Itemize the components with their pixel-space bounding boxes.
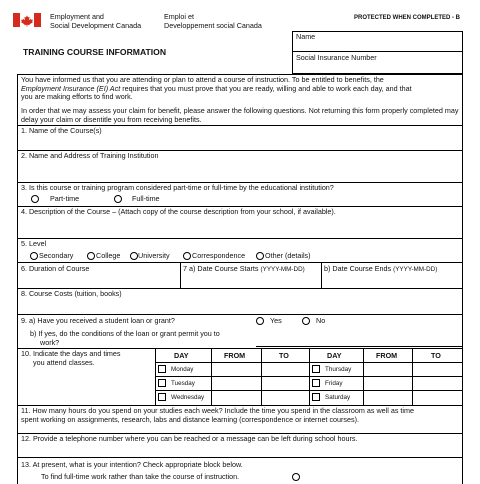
level-university-radio[interactable] [130,252,138,260]
divider-q5 [17,238,463,239]
q8-label: 8. Course Costs (tuition, books) [21,289,122,298]
name-sin-divider [292,51,463,52]
duration-field[interactable] [21,275,177,285]
thursday-to-field[interactable] [414,364,461,375]
q7b-label: b) Date Course Ends (YYYY-MM-DD) [324,264,438,273]
protected-b-notice: PROTECTED WHEN COMPLETED - B [354,15,460,21]
start-date-field[interactable] [183,275,319,285]
level-other-radio[interactable] [256,252,264,260]
q13-label: 13. At present, what is your intention? Check appropriate block below. [21,460,243,469]
schedule-header-to: TO [431,351,441,360]
schedule-header-to: TO [279,351,289,360]
tuesday-checkbox[interactable] [158,379,166,387]
monday-to-field[interactable] [263,364,308,375]
course-description-field[interactable] [21,218,459,236]
form-title: TRAINING COURSE INFORMATION [23,47,167,57]
full-time-label: Full-time [132,194,160,203]
q9b-label-line2: work? [40,338,60,347]
monday-from-field[interactable] [213,364,259,375]
q7a-q7b-divider [321,262,322,288]
full-time-radio[interactable] [114,195,122,203]
divider-q6 [17,262,463,263]
level-college-radio[interactable] [87,252,95,260]
loan-no-label: No [316,316,326,325]
part-time-label: Part-time [50,194,80,203]
tuesday-to-field[interactable] [263,378,308,389]
q3-label: 3. Is this course or training program considered part-time or full-time by the educational institution? [21,183,334,192]
tuesday-from-field[interactable] [213,378,259,389]
course-name-field[interactable] [21,137,459,148]
intro-paragraph-1: You have informed us that you are attending or plan to attend a course of instruction. To be entitled to benefits, the Employment Insurance (EI) Act requires that you must prove that you are ready, willing and able to work each day, and that you are making efforts to find work. [21,75,412,102]
course-costs-field[interactable] [21,300,459,311]
q10-label-line1: 10. Indicate the days and times [21,349,121,358]
level-secondary-radio[interactable] [30,252,38,260]
schedule-header-from: FROM [224,351,246,360]
schedule-header-from: FROM [376,351,398,360]
telephone-field[interactable] [21,445,459,455]
friday-from-field[interactable] [365,378,411,389]
schedule-row-divider [155,390,463,391]
friday-to-field[interactable] [414,378,461,389]
wednesday-to-field[interactable] [263,392,308,403]
q6-label: 6. Duration of Course [21,264,90,273]
q4-label: 4. Description of the Course – (Attach copy of the course description from your school, if available). [21,207,336,216]
part-time-radio[interactable] [31,195,39,203]
q7a-label: 7 a) Date Course Starts (YYYY-MM-DD) [183,264,305,273]
friday-label: Friday [325,380,343,387]
schedule-row-divider [155,376,463,377]
department-name-fr-line1: Emploi et [164,12,194,21]
q9a-label: 9. a) Have you received a student loan or grant? [21,316,175,325]
q5-label: 5. Level [21,239,47,248]
intro-paragraph-2: In order that we may assess your claim for benefit, please answer the following questions. Not returning this form properly completed may delay your claim or disentitle you from receiving benefits. [21,106,459,124]
q6-q7-divider [180,262,181,288]
level-other-label: Other (details) [265,251,311,260]
saturday-checkbox[interactable] [312,393,320,401]
q1-label: 1. Name of the Course(s) [21,126,102,135]
level-college-label: College [96,251,121,260]
end-date-field[interactable] [324,275,460,285]
level-correspondence-label: Correspondence [192,251,246,260]
q2-label: 2. Name and Address of Training Institution [21,151,159,160]
loan-yes-label: Yes [270,316,282,325]
department-name-en-line2: Social Development Canada [50,21,142,30]
saturday-from-field[interactable] [365,392,411,403]
name-label: Name [296,32,316,41]
friday-checkbox[interactable] [312,379,320,387]
schedule-header-day: DAY [327,351,342,360]
saturday-to-field[interactable] [414,392,461,403]
wednesday-from-field[interactable] [213,392,259,403]
monday-label: Monday [171,366,194,373]
weekly-hours-field[interactable] [418,407,460,431]
name-field[interactable] [296,42,460,50]
tuesday-label: Tuesday [171,380,195,387]
q11-label: 11. How many hours do you spend on your studies each week? Include the time you spend in the classroom as well as time spent working on assignments, research, labs and distance learning (correspondence or internet courses). [21,406,414,424]
thursday-from-field[interactable] [365,364,411,375]
q12-label: 12. Provide a telephone number where you can be reached or a message can be left during school hours. [21,434,358,443]
divider-q9 [17,314,463,315]
divider-q13 [17,457,463,458]
department-name-en-line1: Employment and [50,12,104,21]
thursday-checkbox[interactable] [312,365,320,373]
sin-field[interactable] [296,63,460,72]
q10-label-line2: you attend classes. [33,358,95,367]
monday-checkbox[interactable] [158,365,166,373]
saturday-label: Saturday [325,394,351,401]
schedule-row-divider [155,362,463,363]
thursday-label: Thursday [325,366,352,373]
level-university-label: University [138,251,170,260]
level-correspondence-radio[interactable] [183,252,191,260]
loan-no-radio[interactable] [302,317,310,325]
sin-label: Social Insurance Number [296,53,377,62]
institution-field[interactable] [21,162,459,180]
department-name-fr-line2: Developpement social Canada [164,21,262,30]
level-secondary-label: Secondary [39,251,74,260]
q9b-answer-line [256,346,462,347]
q13-option1-label: To find full-time work rather than take the course of instruction. [41,472,240,481]
q9b-label-line1: b) If yes, do the conditions of the loan or grant permit you to [30,329,220,338]
wednesday-label: Wednesday [171,394,205,401]
schedule-header-day: DAY [174,351,189,360]
canada-flag-logo [13,13,41,27]
loan-yes-radio[interactable] [256,317,264,325]
wednesday-checkbox[interactable] [158,393,166,401]
